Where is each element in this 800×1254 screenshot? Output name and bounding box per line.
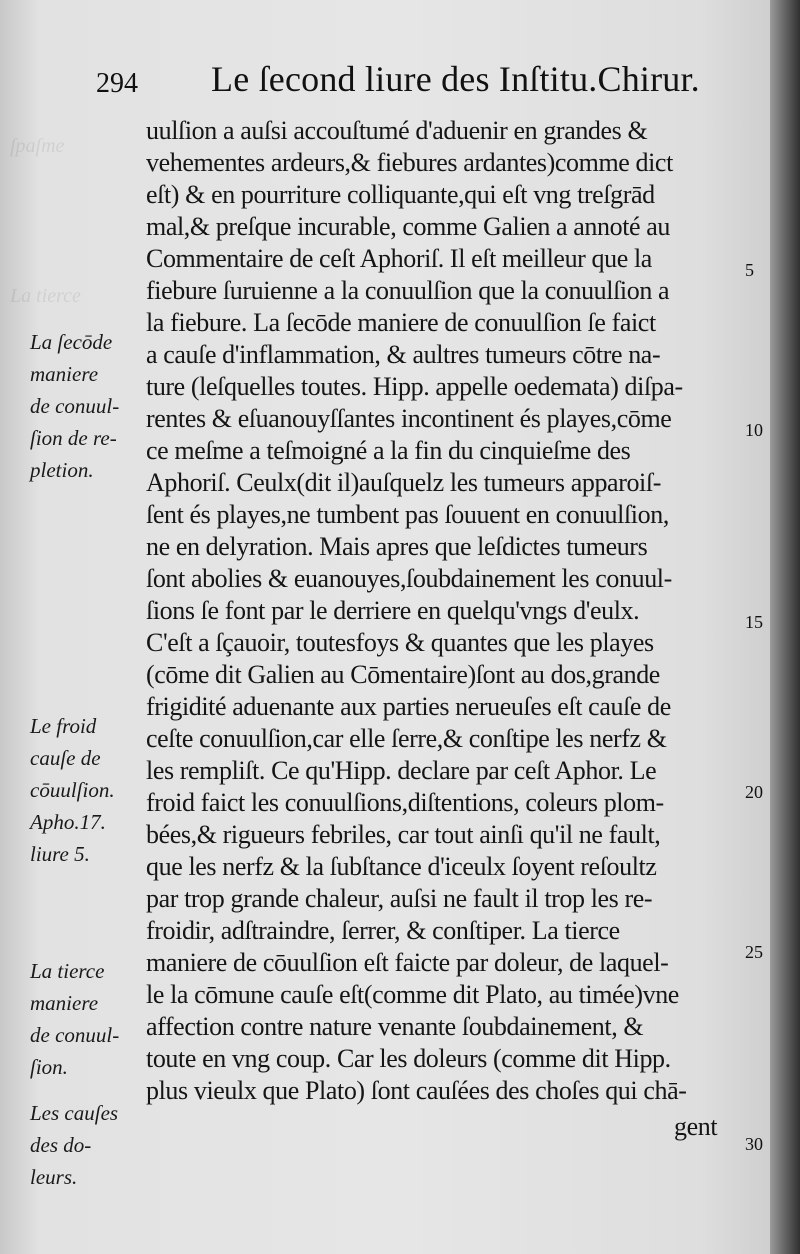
text-line: ſont abolies & euanouyes,ſoubdainement les conuul- — [146, 564, 672, 593]
text-line: maniere de cōuulſion eſt faicte par doleur, de laquel- — [146, 948, 669, 977]
line-number: 5 — [745, 260, 754, 280]
text-line: les rempliſt. Ce qu'Hipp. declare par ceſt Aphor. Le — [146, 756, 657, 785]
text-line: Commentaire de ceſt Aphoriſ. Il eſt meilleur que la — [146, 244, 652, 273]
text-line: Aphoriſ. Ceulx(dit il)auſquelz les tumeurs apparoiſ- — [146, 468, 661, 497]
text-line: ne en delyration. Mais apres que leſdictes tumeurs — [146, 532, 648, 561]
text-line: eſt) & en pourriture colliquante,qui eſt vng treſgrād — [146, 180, 655, 209]
margin-note-line: ſion. — [30, 1055, 68, 1079]
text-line: que les nerfz & la ſubſtance d'iceulx ſoyent reſoultz — [146, 852, 657, 881]
text-line: la fiebure. La ſecōde maniere de conuulſion ſe faict — [146, 308, 656, 337]
text-line: a cauſe d'inflammation, & aultres tumeurs cōtre na- — [146, 340, 661, 369]
text-line: C'eſt a ſçauoir, toutesfoys & quantes que les playes — [146, 628, 654, 657]
text-line: ſions ſe font par le derriere en quelqu'vngs d'eulx. — [146, 596, 640, 625]
text-line: plus vieulx que Plato) ſont cauſées des choſes qui chā- — [146, 1076, 687, 1105]
page-number: 294 — [96, 68, 138, 99]
margin-note-line: Apho.17. — [30, 810, 106, 834]
text-line: ce meſme a teſmoigné a la fin du cinquieſme des — [146, 436, 631, 465]
text-line: (cōme dit Galien au Cōmentaire)ſont au dos,grande — [146, 660, 660, 689]
margin-note-line: Le froid — [30, 714, 97, 738]
text-line: fiebure ſuruienne a la conuulſion que la conuulſion a — [146, 276, 670, 305]
margin-note-line: pletion. — [30, 458, 94, 482]
text-line: par trop grande chaleur, auſsi ne fault il trop les re- — [146, 884, 653, 913]
margin-note-line: des do- — [30, 1133, 92, 1157]
bleed-through-text: La tierce — [10, 285, 81, 307]
text-line: bées,& rigueurs febriles, car tout ainſi qu'il ne fault, — [146, 820, 661, 849]
margin-note-line: La ſecōde — [30, 330, 113, 354]
text-line: uulſion a auſsi accouſtumé d'aduenir en grandes & — [146, 116, 648, 145]
line-number: 10 — [745, 420, 763, 440]
catchword: gent — [674, 1112, 718, 1141]
margin-note-line: maniere — [30, 362, 99, 386]
text-line: frigidité aduenante aux parties nerueuſes eſt cauſe de — [146, 692, 671, 721]
page-header — [96, 58, 700, 108]
line-number: 20 — [745, 782, 763, 802]
text-line: ſent és playes,ne tumbent pas ſouuent en conuulſion, — [146, 500, 669, 529]
page-edge-shadow — [770, 0, 800, 1254]
line-number: 30 — [745, 1134, 763, 1154]
text-line: rentes & eſuanouyſſantes incontinent és playes,cōme — [146, 404, 672, 433]
margin-note-line: de conuul- — [30, 394, 120, 418]
margin-note-line: La tierce — [30, 959, 105, 983]
margin-note-line: de conuul- — [30, 1023, 120, 1047]
running-title: Le ſecond liure des Inſtitu.Chirur. — [211, 59, 700, 99]
margin-note-line: liure 5. — [30, 842, 90, 866]
text-line: froid faict les conuulſions,diſtentions, coleurs plom- — [146, 788, 664, 817]
margin-note-line: cōuulſion. — [30, 778, 115, 802]
text-line: vehementes ardeurs,& fiebures ardantes)comme dict — [146, 148, 673, 177]
margin-note-line: leurs. — [30, 1165, 78, 1189]
text-line: affection contre nature venante ſoubdainement, & — [146, 1012, 644, 1041]
line-number: 15 — [745, 612, 763, 632]
text-line: froidir, adſtraindre, ſerrer, & conſtiper. La tierce — [146, 916, 620, 945]
margin-note-line: ſion de re- — [30, 426, 117, 450]
text-line: ture (leſquelles toutes. Hipp. appelle oedemata) diſpa- — [146, 372, 683, 401]
text-line: toute en vng coup. Car les doleurs (comme dit Hipp. — [146, 1044, 671, 1073]
margin-note-line: maniere — [30, 991, 99, 1015]
margin-note-line: cauſe de — [30, 746, 101, 770]
text-line: le la cōmune cauſe eſt(comme dit Plato, au timée)vne — [146, 980, 679, 1009]
margin-note-line: Les cauſes — [30, 1101, 119, 1125]
line-number: 25 — [745, 942, 763, 962]
bleed-through-text: ſpaſme — [10, 135, 65, 157]
text-line: ceſte conuulſion,car elle ſerre,& conſtipe les nerfz & — [146, 724, 667, 753]
text-line: mal,& preſque incurable, comme Galien a annoté au — [146, 212, 671, 241]
